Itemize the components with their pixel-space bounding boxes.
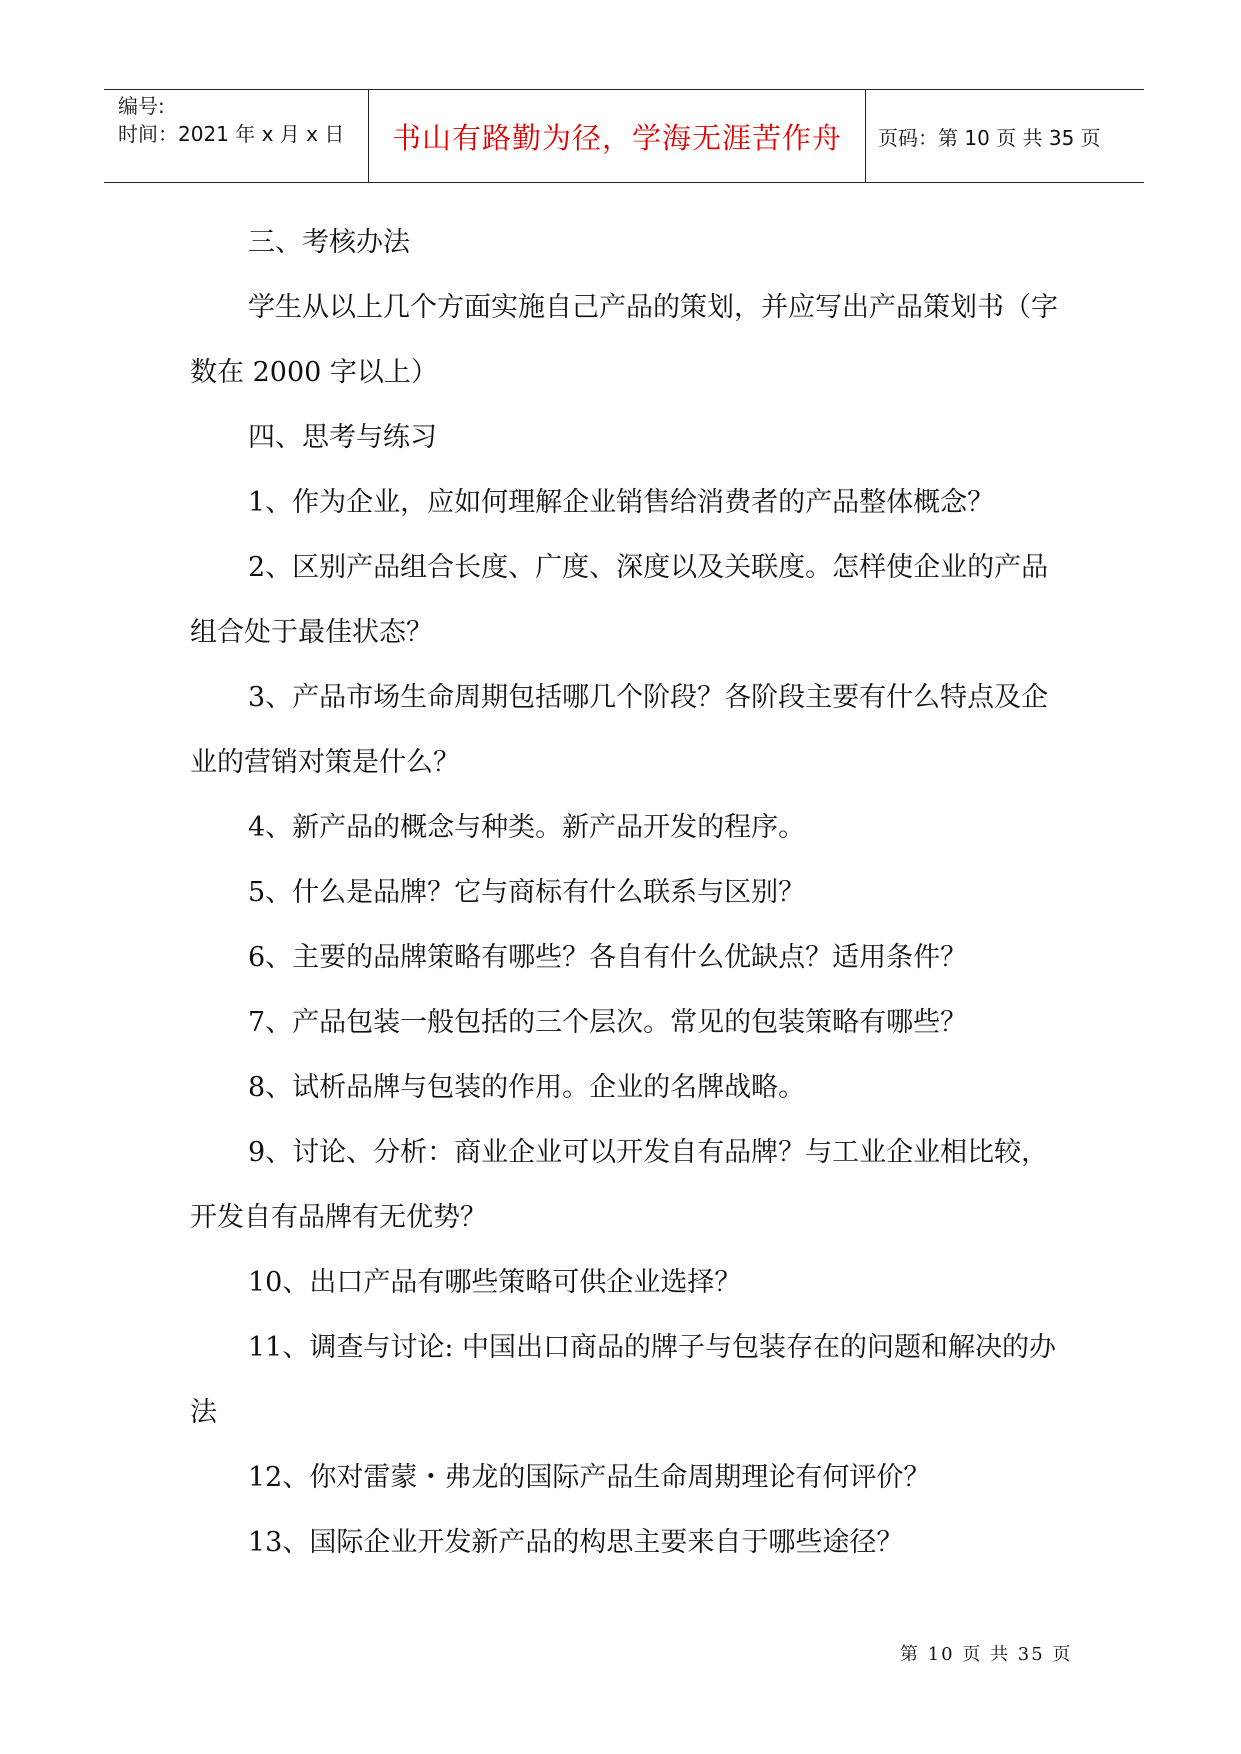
header-meta-cell xyxy=(104,90,369,182)
section-heading-assessment: 三、考核办法 xyxy=(248,227,410,258)
body-paragraph: 学生从以上几个方面实施自己产品的策划，并应写出产品策划书（字数在 2000 字以上） xyxy=(190,292,1058,388)
question-item: 8、试析品牌与包装的作用。企业的名牌战略。 xyxy=(248,1072,806,1103)
document-header xyxy=(104,89,1144,183)
question-item: 11、调查与讨论: 中国出口商品的牌子与包装存在的问题和解决的办法 xyxy=(190,1332,1057,1428)
section-heading-exercises: 四、思考与练习 xyxy=(248,422,437,453)
question-item: 9、讨论、分析：商业企业可以开发自有品牌？与工业企业相比较，开发自有品牌有无优势？ xyxy=(190,1137,1049,1233)
question-item: 12、你对雷蒙・弗龙的国际产品生命周期理论有何评价？ xyxy=(248,1462,931,1493)
question-item: 10、出口产品有哪些策略可供企业选择？ xyxy=(248,1267,742,1298)
question-item: 7、产品包装一般包括的三个层次。常见的包装策略有哪些？ xyxy=(248,1007,968,1038)
question-item: 2、区别产品组合长度、广度、深度以及关联度。怎样使企业的产品组合处于最佳状态？ xyxy=(190,552,1049,648)
question-item: 1、作为企业，应如何理解企业销售给消费者的产品整体概念？ xyxy=(248,487,995,518)
date-label: 时间：2021 年 x 月 x 日 xyxy=(118,122,345,146)
question-item: 6、主要的品牌策略有哪些？各自有什么优缺点？适用条件？ xyxy=(248,942,968,973)
serial-number-label: 编号: xyxy=(118,94,165,118)
question-item: 5、什么是品牌？它与商标有什么联系与区别？ xyxy=(248,877,806,908)
page-footer: 第 10 页 共 35 页 xyxy=(900,1644,1073,1665)
question-item: 3、产品市场生命周期包括哪几个阶段？各阶段主要有什么特点及企业的营销对策是什么？ xyxy=(190,682,1049,778)
header-page-cell xyxy=(866,90,1144,182)
question-item: 4、新产品的概念与种类。新产品开发的程序。 xyxy=(248,812,806,843)
question-item: 13、国际企业开发新产品的构思主要来自于哪些途径？ xyxy=(248,1527,904,1558)
header-motto-cell xyxy=(369,90,866,182)
motto-text: 书山有路勤为径，学海无涯苦作舟 xyxy=(391,120,842,155)
document-body xyxy=(190,210,1060,1575)
header-page-info: 页码：第 10 页 共 35 页 xyxy=(878,125,1101,150)
